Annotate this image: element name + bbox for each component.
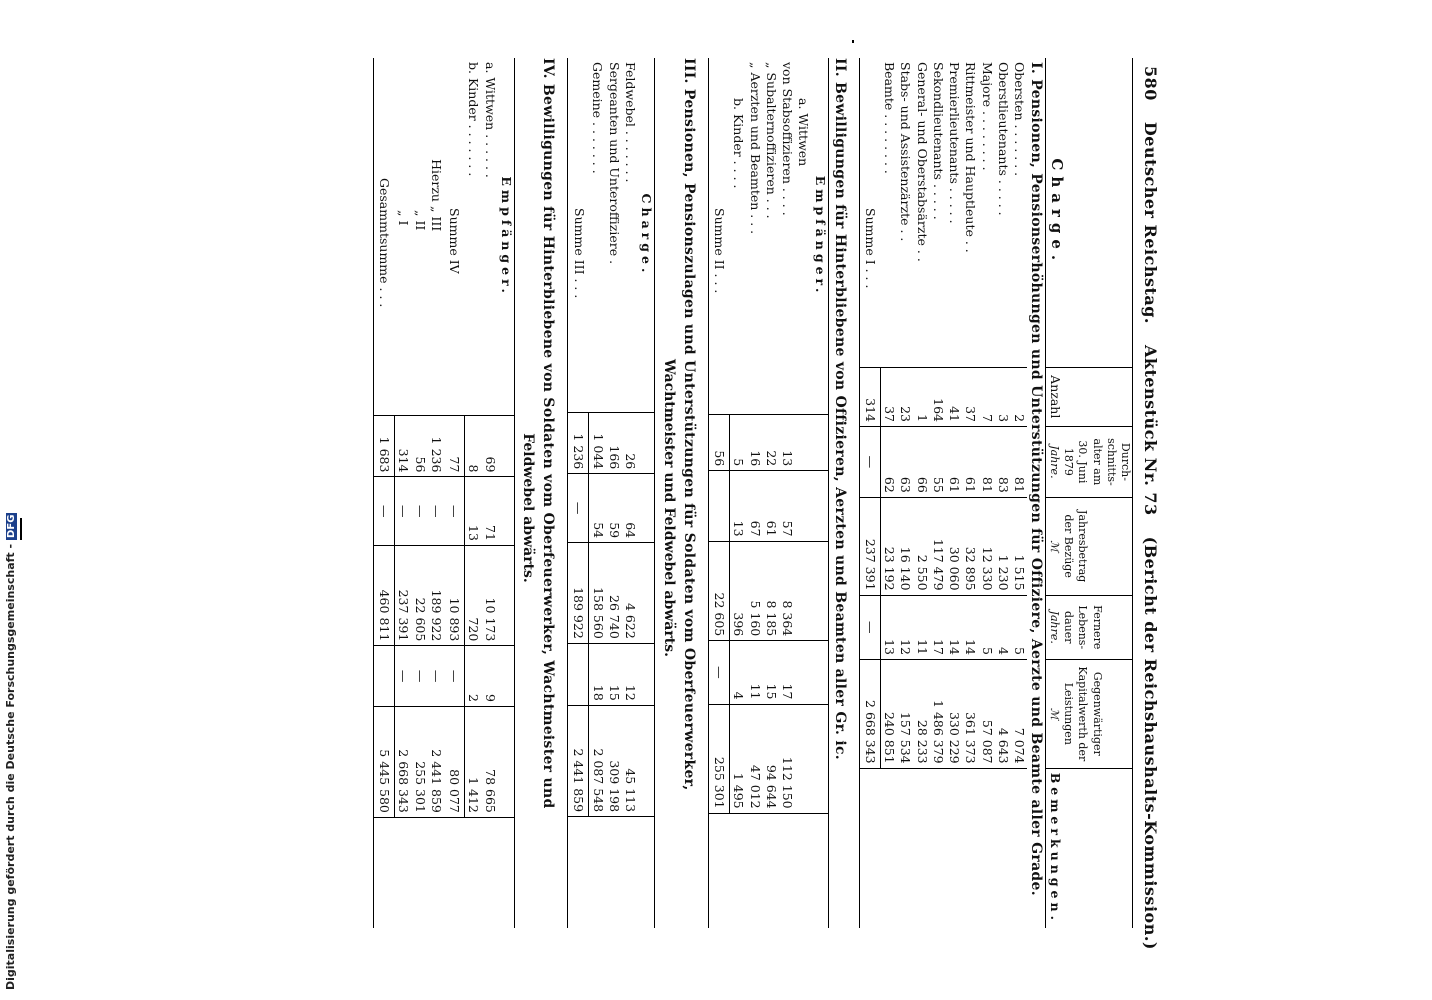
cell-betrag: 12 330 <box>978 497 994 595</box>
cell-alter: 63 <box>897 427 913 498</box>
running-header <box>1133 58 1160 958</box>
cell-dauer: 15 <box>606 643 622 705</box>
sum-kapital: 80 077 <box>444 706 465 817</box>
cell-dauer: 5 <box>1011 595 1027 659</box>
cell-anzahl: 37 <box>962 367 978 427</box>
sum-row <box>708 58 729 928</box>
sum-row <box>444 58 465 928</box>
cell-kapital: 28 233 <box>913 659 929 768</box>
survivors-officers-table <box>708 58 829 928</box>
row-label: „ I <box>396 210 412 226</box>
pension-table-main <box>859 58 1133 928</box>
table-row <box>946 58 962 928</box>
total-dauer <box>373 646 394 707</box>
cell-alter: — <box>428 477 444 546</box>
cell-alter: 59 <box>606 474 622 543</box>
cell-anzahl: 1 <box>913 367 929 427</box>
sum-dauer: — <box>859 595 880 659</box>
cell-dauer: 15 <box>763 641 779 704</box>
cell-anzahl: 2 <box>1011 367 1027 427</box>
cell-kapital: 112 150 <box>779 704 795 813</box>
sum-betrag: 189 922 <box>568 543 589 644</box>
cell-anzahl: 8 <box>465 416 482 477</box>
cell-alter: 81 <box>978 427 994 498</box>
col-header-alter <box>1046 427 1133 498</box>
sum-kapital: 255 301 <box>708 704 729 813</box>
cell-betrag: 32 895 <box>962 497 978 595</box>
col-header-jahresbetrag-unit: ℳ <box>1047 540 1061 553</box>
table-row <box>978 58 994 928</box>
cell-kapital: 361 373 <box>962 659 978 768</box>
cell-anzahl: 13 <box>779 415 795 471</box>
table-row <box>962 58 978 928</box>
row-label: b. Kinder . . . . <box>731 98 747 189</box>
sum-row <box>859 58 880 928</box>
sum-alter <box>708 471 729 541</box>
col-header-anzahl: Anzahl <box>1046 367 1133 427</box>
document-number: Aktenstück Nr. 73 <box>1141 344 1160 516</box>
cell-betrag: 189 922 <box>428 545 444 645</box>
sum-row <box>568 58 589 928</box>
cell-kapital: 7 074 <box>1011 659 1027 768</box>
sum-alter: — <box>444 477 465 546</box>
cell-betrag: 10 173 <box>481 545 497 645</box>
sum-anzahl: 56 <box>708 415 729 471</box>
cell-alter: 57 <box>779 471 795 541</box>
row-label: General- und Oberstabsärzte . . <box>914 62 930 262</box>
publication-name: Deutscher Reichstag. <box>1141 121 1160 324</box>
cell-alter: 66 <box>913 427 929 498</box>
cell-kapital: 94 644 <box>763 704 779 813</box>
total-label: Gesammtsumme . . . <box>377 178 393 308</box>
cell-dauer: 17 <box>930 595 946 659</box>
cell-dauer: — <box>411 646 427 707</box>
section-4-title: IV. Bewilligungen für Hinterbliebene von Soldaten vom Oberfeuerwerker, Wachtmeister und <box>540 58 557 809</box>
sum-dauer <box>568 643 589 705</box>
col-header-kapitalwerth-unit: ℳ <box>1047 707 1061 720</box>
col-header-lebensdauer <box>1046 595 1133 659</box>
section-4-subtitle: Feldwebel abwärts. <box>519 433 536 583</box>
col-header-lebensdauer-text: Fernere Lebens-dauer <box>1062 605 1104 650</box>
sum-dauer: — <box>708 641 729 704</box>
cell-anzahl: 16 <box>746 415 762 471</box>
cell-dauer: 12 <box>897 595 913 659</box>
scan-mark <box>852 40 854 43</box>
sum-anzahl: 314 <box>859 367 880 427</box>
cell-anzahl: 314 <box>395 416 412 477</box>
cell-dauer: 11 <box>746 641 762 704</box>
cell-alter: 64 <box>622 474 638 543</box>
cell-alter: 13 <box>730 471 747 541</box>
cell-dauer: 4 <box>995 595 1011 659</box>
row-label: „ Subalternoffizieren . . . <box>763 62 779 219</box>
col-header-kapitalwerth-text: Gegenwärtiger Kapitalwerth der Leistungen <box>1062 666 1104 762</box>
row-label: Gemeine . . . . . . . <box>590 62 606 174</box>
cell-alter: 83 <box>995 427 1011 498</box>
row-label: „ III <box>428 205 444 232</box>
table-row <box>465 58 482 928</box>
row-label: Obersten . . . . . . . <box>1012 62 1028 177</box>
row-label: Beamte . . . . . . . . <box>881 62 897 174</box>
table-row <box>395 58 412 928</box>
cell-dauer: 12 <box>622 643 638 705</box>
col-header-alter-unit: Jahre. <box>1047 445 1061 479</box>
col-header-bemerkungen: Bemerkungen. <box>1046 768 1133 928</box>
row-label: Premierlieutenants . . . . . <box>947 62 963 224</box>
section-2-title: II. Bewilligungen für Hinterbliebene von Offizieren, Aerzten und Beamten aller Gr. ic. <box>831 58 848 760</box>
table-row <box>481 58 497 928</box>
col-header-jahresbetrag <box>1046 497 1133 595</box>
cell-anzahl: 5 <box>730 415 747 471</box>
sum-kapital: 2 441 859 <box>568 705 589 816</box>
cell-alter: 54 <box>589 474 606 543</box>
cell-anzahl: 56 <box>411 416 427 477</box>
cell-betrag: 2 550 <box>913 497 929 595</box>
cell-anzahl: 23 <box>897 367 913 427</box>
col-header-charge: Charge. <box>1046 58 1133 367</box>
section-3-subtitle: Wachtmeister und Feldwebel abwärts. <box>660 359 677 657</box>
cell-alter: — <box>395 477 412 546</box>
col-header-alter-text: Durch-schnitts-alter am 30. Juni 1879 <box>1062 438 1133 486</box>
cell-betrag: 23 192 <box>880 497 897 595</box>
cell-alter: 55 <box>930 427 946 498</box>
cell-dauer: 2 <box>465 646 482 707</box>
sum-dauer: — <box>444 646 465 707</box>
cell-betrag: 16 140 <box>897 497 913 595</box>
cell-dauer: 9 <box>481 646 497 707</box>
cell-alter: 13 <box>465 477 482 546</box>
row-label: von Stabsoffizieren . . . . <box>780 62 796 216</box>
sum-betrag: 10 893 <box>444 545 465 645</box>
sum-alter: — <box>859 427 880 498</box>
digitization-credit <box>4 10 17 990</box>
total-anzahl: 1 683 <box>373 416 394 477</box>
cell-anzahl: 1 236 <box>428 416 444 477</box>
row-label: Sekondlieutenants . . . . . <box>930 62 946 220</box>
cell-anzahl: 69 <box>481 416 497 477</box>
sum-betrag: 237 391 <box>859 497 880 595</box>
cell-betrag: 720 <box>465 545 482 645</box>
col-header-charge-3: Charge. <box>639 193 655 277</box>
cell-kapital: 157 534 <box>897 659 913 768</box>
cell-betrag: 22 605 <box>411 545 427 645</box>
sum-betrag: 22 605 <box>708 541 729 641</box>
table-row <box>746 58 762 928</box>
cell-dauer: 18 <box>589 643 606 705</box>
row-label: Feldwebel . . . . . . . <box>623 62 639 183</box>
table-row <box>930 58 946 928</box>
cell-betrag: 30 060 <box>946 497 962 595</box>
cell-kapital: 309 198 <box>606 705 622 816</box>
total-alter: — <box>373 477 394 546</box>
table-row <box>913 58 929 928</box>
sum-label: Summe II . . . <box>712 208 728 294</box>
survivors-soldiers-table <box>373 58 515 928</box>
cell-betrag: 237 391 <box>395 545 412 645</box>
cell-alter: 81 <box>1011 427 1027 498</box>
cell-kapital: 57 087 <box>978 659 994 768</box>
row-label: Majore . . . . . . . . <box>979 62 995 171</box>
cell-alter: 71 <box>481 477 497 546</box>
cell-anzahl: 41 <box>946 367 962 427</box>
col-header-empfaenger-4: Empfänger. <box>498 176 514 297</box>
table-row <box>779 58 795 928</box>
table-row <box>606 58 622 928</box>
cell-dauer: 13 <box>880 595 897 659</box>
cell-kapital: 45 113 <box>622 705 638 816</box>
page-number: 580 <box>1141 66 1160 101</box>
table-row <box>730 58 747 928</box>
cell-betrag: 158 560 <box>589 543 606 644</box>
col-header-empfaenger: Empfänger. <box>812 175 828 297</box>
table-row <box>622 58 638 928</box>
table-row <box>995 58 1011 928</box>
cell-betrag: 26 740 <box>606 543 622 644</box>
cell-kapital: 47 012 <box>746 704 762 813</box>
cell-kapital: 2 668 343 <box>395 706 412 817</box>
cell-anzahl: 26 <box>622 412 638 473</box>
cell-anzahl: 1 044 <box>589 412 606 473</box>
cell-anzahl: 164 <box>930 367 946 427</box>
cell-betrag: 8 364 <box>779 541 795 641</box>
cell-kapital: 330 229 <box>946 659 962 768</box>
cell-kapital: 240 851 <box>880 659 897 768</box>
cell-dauer: — <box>395 646 412 707</box>
cell-dauer: 4 <box>730 641 747 704</box>
total-kapital: 5 445 580 <box>373 706 394 817</box>
cell-dauer: 11 <box>913 595 929 659</box>
table-row <box>589 58 606 928</box>
table-row <box>411 58 427 928</box>
hierzu-label: Hierzu <box>428 159 444 202</box>
sum-alter: — <box>568 474 589 543</box>
cell-alter: 61 <box>962 427 978 498</box>
row-label: a. Wittwen . . . . . . <box>482 62 498 178</box>
cell-alter: — <box>411 477 427 546</box>
cell-anzahl: 166 <box>606 412 622 473</box>
cell-alter: 61 <box>946 427 962 498</box>
cell-kapital: 1 486 379 <box>930 659 946 768</box>
col-header-lebensdauer-unit: Jahre. <box>1047 610 1061 644</box>
sum-label: Summe IV <box>447 208 463 274</box>
cell-dauer: 5 <box>978 595 994 659</box>
cell-betrag: 117 479 <box>930 497 946 595</box>
cell-betrag: 8 185 <box>763 541 779 641</box>
section-1-title: I. Pensionen, Pensionserhöhungen und Unterstützungen für Offiziere, Aerzte und Beamte aller Grade. <box>1028 62 1045 896</box>
table-row <box>763 58 779 928</box>
sum-anzahl: 77 <box>444 416 465 477</box>
cell-kapital: 2 441 859 <box>428 706 444 817</box>
section-3-title: III. Pensionen, Pensionszulagen und Unterstützungen für Soldaten vom Oberfeuerwerker, <box>680 58 697 791</box>
soldiers-pension-table <box>567 58 655 928</box>
cell-anzahl: 37 <box>880 367 897 427</box>
sum-anzahl: 1 236 <box>568 412 589 473</box>
row-label: Oberstlieutenants . . . . . <box>995 62 1011 216</box>
row-label: Rittmeister und Hauptleute . . <box>963 62 979 253</box>
digitization-credit-text: Digitalisierung gefördert durch die Deutsche Forschungsgemeinschaft - <box>4 543 17 990</box>
subgroup-wittwen: a. Wittwen <box>796 98 812 167</box>
table-row <box>897 58 913 928</box>
col-header-kapitalwerth <box>1046 659 1133 768</box>
cell-betrag: 396 <box>730 541 747 641</box>
row-label: Stabs- und Assistenzärzte . . <box>898 62 914 242</box>
cell-alter: 67 <box>746 471 762 541</box>
cell-betrag: 1 515 <box>1011 497 1027 595</box>
row-label: „ Aerzten und Beamten . . . <box>747 62 763 235</box>
sum-kapital: 2 668 343 <box>859 659 880 768</box>
cell-betrag: 4 622 <box>622 543 638 644</box>
cell-dauer: — <box>428 646 444 707</box>
row-label: Sergeanten und Unteroffiziere . <box>606 62 622 265</box>
cell-anzahl: 7 <box>978 367 994 427</box>
cell-anzahl: 22 <box>763 415 779 471</box>
cell-dauer: 14 <box>946 595 962 659</box>
table-row <box>1011 58 1027 928</box>
cell-betrag: 5 160 <box>746 541 762 641</box>
dfg-logo: DFG <box>6 514 17 538</box>
cell-kapital: 1 495 <box>730 704 747 813</box>
digitization-sidebar <box>0 0 30 1000</box>
cell-kapital: 255 301 <box>411 706 427 817</box>
row-label: „ II <box>412 210 428 231</box>
cell-kapital: 1 412 <box>465 706 482 817</box>
rotated-report-sheet <box>70 58 1160 958</box>
row-label: b. Kinder . . . . . . . <box>466 62 482 177</box>
cell-dauer: 17 <box>779 641 795 704</box>
sum-label: Summe I . . . <box>863 208 879 289</box>
cell-betrag: 1 230 <box>995 497 1011 595</box>
cell-kapital: 4 643 <box>995 659 1011 768</box>
sum-label: Summe III . . . <box>571 208 587 299</box>
col-header-jahresbetrag-text: Jahresbetrag der Bezüge <box>1062 510 1090 583</box>
cell-kapital: 78 665 <box>481 706 497 817</box>
cell-alter: 61 <box>763 471 779 541</box>
table-row <box>428 58 444 928</box>
cell-anzahl: 3 <box>995 367 1011 427</box>
table-row <box>880 58 897 928</box>
cell-alter: 62 <box>880 427 897 498</box>
grand-total-row <box>373 58 394 928</box>
total-betrag: 460 811 <box>373 545 394 645</box>
cell-kapital: 2 087 548 <box>589 705 606 816</box>
report-name: (Bericht der Reichshaushalts-Kommission.) <box>1141 536 1160 950</box>
cell-dauer: 14 <box>962 595 978 659</box>
